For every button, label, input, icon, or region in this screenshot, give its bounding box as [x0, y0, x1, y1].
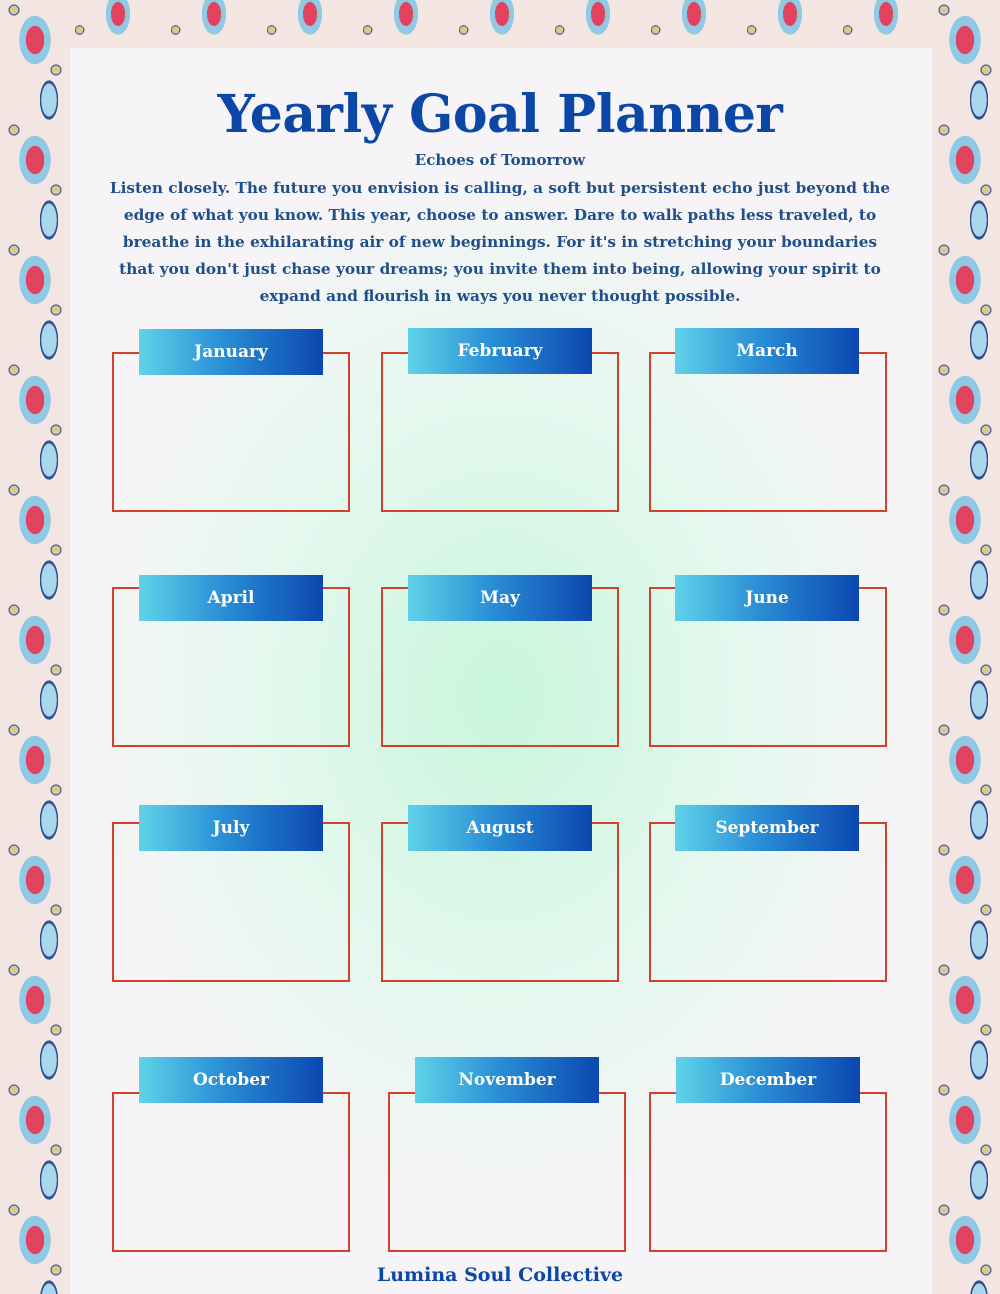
month-label-september: September: [675, 805, 859, 851]
month-label-october: October: [139, 1057, 323, 1103]
month-box-february[interactable]: [381, 352, 619, 512]
month-label-august: August: [408, 805, 592, 851]
month-box-november[interactable]: [388, 1092, 626, 1252]
page-subtitle: Echoes of Tomorrow: [414, 151, 586, 169]
month-label-march: March: [675, 328, 859, 374]
month-box-december[interactable]: [649, 1092, 887, 1252]
month-box-october[interactable]: [112, 1092, 350, 1252]
paisley-border-right: [930, 0, 1000, 1294]
intro-line: that you don't just chase your dreams; you invite them into being, allowing your spirit to: [119, 260, 881, 278]
month-label-november: November: [415, 1057, 599, 1103]
intro-line: breathe in the exhilarating air of new beginnings. For it's in stretching your boundaries: [122, 233, 878, 251]
month-label-february: February: [408, 328, 592, 374]
month-box-january[interactable]: [112, 352, 350, 512]
paisley-border-left: [0, 0, 70, 1294]
intro-paragraph: [100, 175, 900, 310]
month-label-january: January: [139, 329, 323, 375]
month-label-june: June: [675, 575, 859, 621]
month-label-may: May: [408, 575, 592, 621]
month-label-december: December: [676, 1057, 860, 1103]
intro-line: expand and flourish in ways you never thought possible.: [259, 287, 741, 305]
month-box-march[interactable]: [649, 352, 887, 512]
month-label-april: April: [139, 575, 323, 621]
month-label-july: July: [139, 805, 323, 851]
paisley-border-top: [70, 0, 930, 48]
footer-brand: Lumina Soul Collective: [376, 1264, 624, 1286]
intro-line: Listen closely. The future you envision is calling, a soft but persistent echo just beyond the: [109, 179, 891, 197]
page-title: Yearly Goal Planner: [217, 84, 783, 145]
intro-line: edge of what you know. This year, choose to answer. Dare to walk paths less traveled, to: [123, 206, 877, 224]
